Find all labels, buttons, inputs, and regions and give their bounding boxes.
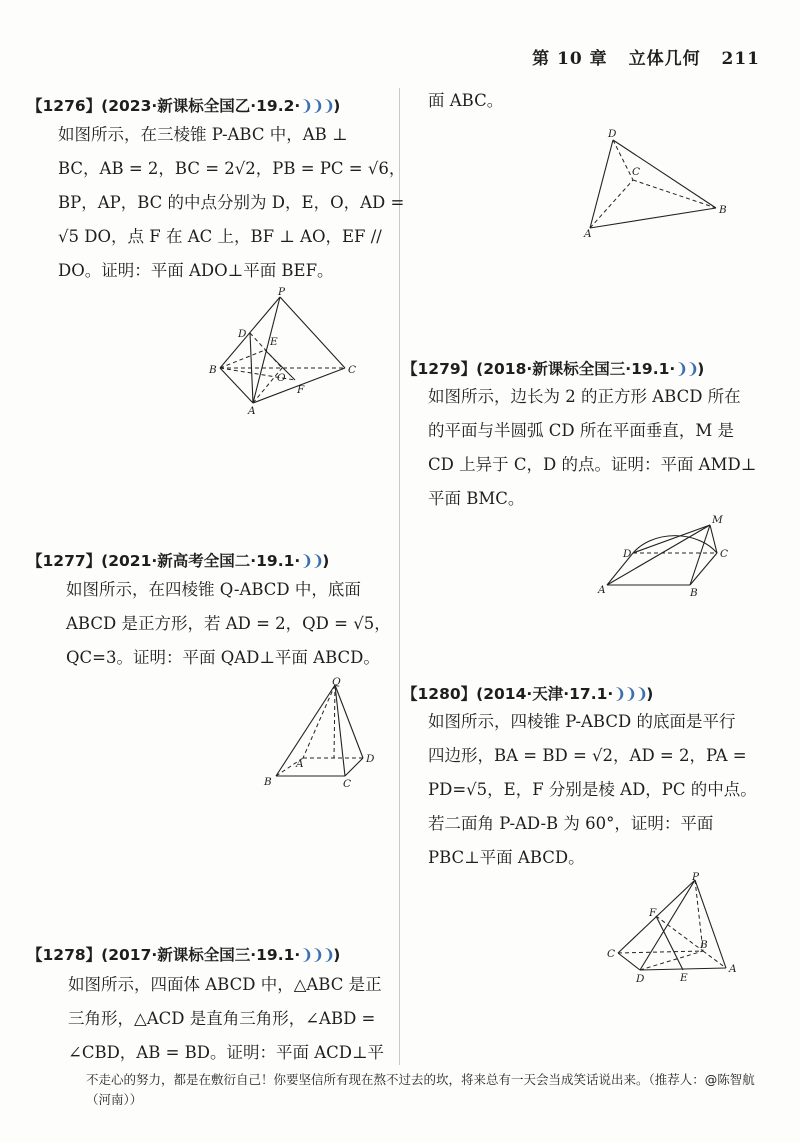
vertex-label-B: B	[209, 364, 217, 376]
difficulty-moons-icon: ❩❩❩	[300, 946, 334, 964]
problem-1277-text: 如图所示，在四棱锥 Q-ABCD 中，底面 ABCD 是正方形，若 AD = 2，QD = √5， QC=3。证明：平面 QAD⊥平面 ABCD。	[66, 580, 391, 667]
problem-1278-text: 如图所示，四面体 ABCD 中，△ABC 是正 三角形，△ACD 是直角三角形，∠ABD = ∠CBD，AB = BD。证明：平面 ACD⊥平	[68, 975, 385, 1062]
problem-1277-heading: 【1277】(2021·新高考全国二·19.1·❩❩)	[27, 552, 330, 570]
vertex-label-C: C	[607, 948, 616, 960]
problem-1279-heading: 【1279】(2018·新课标全国三·19.1·❩❩)	[402, 360, 705, 378]
vertex-label-A: A	[729, 963, 737, 975]
point-label-F: F	[649, 907, 657, 919]
problem-1278-continued-text: 面 ABC。	[428, 91, 504, 110]
problem-1276-text: 如图所示，在三棱锥 P-ABC 中，AB ⊥ BC，AB = 2，BC = 2√2，PB = PC = √6， BP，AP，BC 的中点分别为 D，E，O，AD = √5 DO，点 F 在 AC 上，BF ⊥ AO，EF // DO。证明：平面 ADO⊥平面 BEF。	[58, 125, 406, 280]
vertex-label-A: A	[598, 584, 606, 596]
vertex-label-D: D	[366, 753, 375, 765]
problem-1280-heading: 【1280】(2014·天津·17.1·❩❩❩)	[402, 685, 654, 703]
vertex-label-B: B	[690, 587, 698, 599]
vertex-label-D: D	[623, 548, 632, 560]
footer-quote-line-1: 不走心的努力，都是在敷衍自己！你要坚信所有现在熬不过去的坎，将来总有一天会当成笑话说出来。（推荐人：@陈智航	[86, 1072, 755, 1087]
vertex-label-P: P	[692, 871, 700, 883]
vertex-label-Q: Q	[332, 676, 341, 688]
problem-1276-heading: 【1276】(2023·新课标全国乙·19.2·❩❩❩)	[27, 97, 341, 115]
problem-1279-text: 如图所示，边长为 2 的正方形 ABCD 所在 的平面与半圆弧 CD 所在平面垂直，M 是 CD 上异于 C，D 的点。证明：平面 AMD⊥ 平面 BMC。	[428, 387, 757, 508]
vertex-label-F: F	[297, 384, 305, 396]
difficulty-moons-icon: ❩❩	[300, 552, 323, 570]
difficulty-moons-icon: ❩❩❩	[613, 685, 647, 703]
page-header	[518, 44, 760, 69]
vertex-label-O: O	[277, 372, 286, 384]
vertex-label-D: D	[636, 973, 645, 985]
vertex-label-C: C	[632, 166, 641, 178]
difficulty-moons-icon: ❩❩	[675, 360, 698, 378]
vertex-label-A: A	[584, 228, 592, 240]
figure-1280-pyramid	[598, 868, 748, 988]
vertex-label-A: A	[248, 405, 256, 415]
footer-quote-line-2: （河南））	[86, 1092, 143, 1107]
point-label-M: M	[712, 514, 723, 526]
problem-1278-heading: 【1278】(2017·新课标全国三·19.1·❩❩❩)	[27, 946, 341, 964]
point-label-E: E	[680, 972, 688, 984]
vertex-label-B: B	[264, 776, 272, 788]
figure-1279-square-semicircle	[595, 505, 735, 600]
figure-1276-pyramid	[205, 285, 375, 415]
vertex-label-C: C	[343, 778, 352, 790]
vertex-label-P: P	[278, 286, 286, 298]
chapter-number: 第 10 章	[532, 49, 608, 69]
chapter-title: 立体几何	[628, 49, 701, 69]
difficulty-moons-icon: ❩❩❩	[300, 97, 334, 115]
vertex-label-D: D	[238, 328, 247, 340]
problem-1280-text: 如图所示，四棱锥 P-ABCD 的底面是平行 四边形，BA = BD = √2，AD = 2，PA = PD=√5，E，F 分别是棱 AD，PC 的中点。 若二面角 P-AD-B 为 60°，证明：平面 PBC⊥平面 ABCD。	[428, 712, 757, 867]
footer-quote	[86, 1070, 766, 1110]
vertex-label-E: E	[270, 336, 278, 348]
vertex-label-C: C	[348, 364, 357, 376]
page-number: 211	[721, 49, 760, 69]
vertex-label-D: D	[608, 128, 617, 140]
figure-1278-tetrahedron	[578, 125, 738, 240]
vertex-label-C: C	[720, 548, 729, 560]
vertex-label-B: B	[700, 939, 708, 951]
vertex-label-A: A	[296, 758, 304, 770]
figure-1277-pyramid	[258, 673, 383, 793]
vertex-label-B: B	[719, 204, 727, 216]
